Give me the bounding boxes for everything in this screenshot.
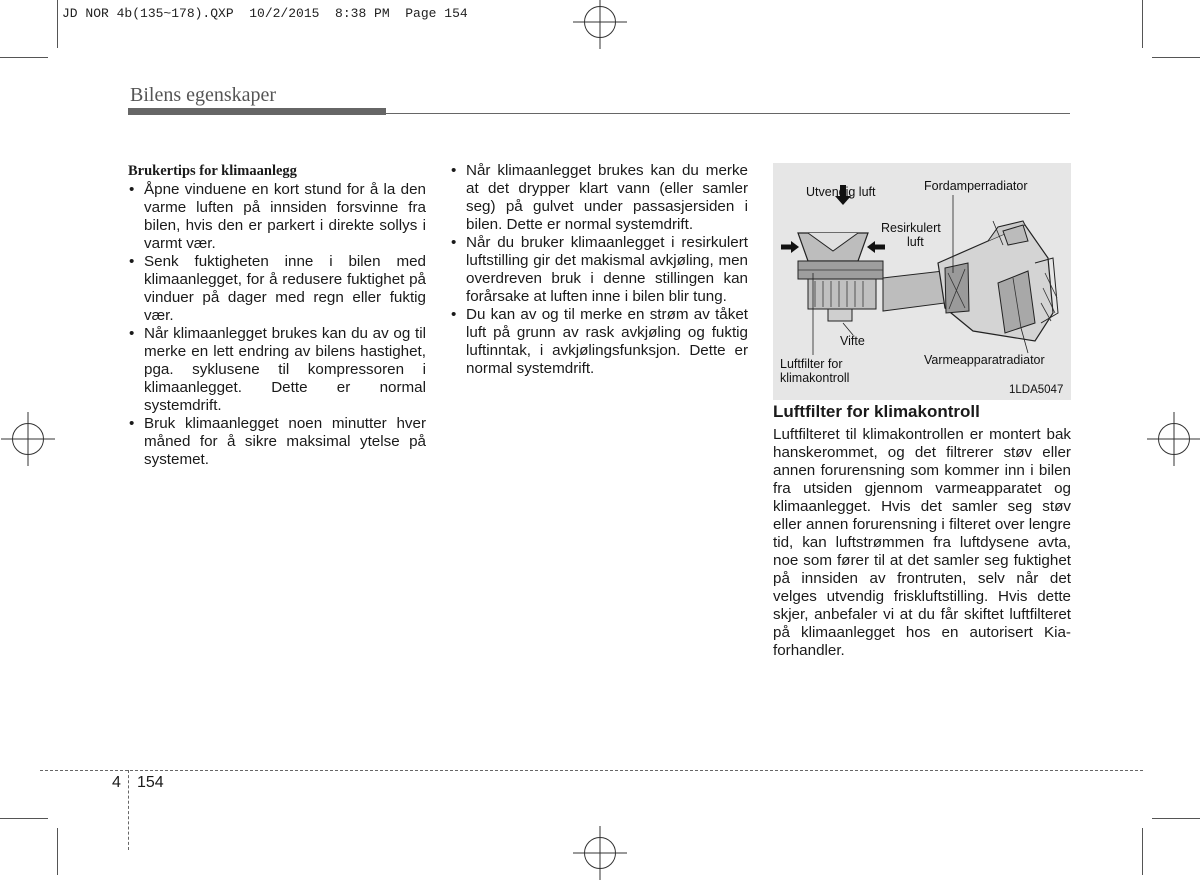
page-number: 154 (137, 774, 164, 791)
list-item: • Når klimaanlegget brukes kan du merke at det drypper klart vann (eller samler seg) på gulvet under passasjersiden i bilen. Dette er normal systemdrift. (450, 162, 748, 234)
column-middle (450, 162, 748, 378)
label-air-filter-line2: klimakontroll (780, 371, 850, 385)
registration-mark-icon (12, 423, 44, 455)
label-air-filter-line1: Luftfilter for (780, 357, 843, 371)
crop-mark (57, 0, 58, 48)
crop-mark (1142, 828, 1143, 875)
label-air-filter (780, 357, 849, 385)
label-evaporator: Fordamperradiator (924, 179, 1028, 193)
crop-mark (57, 828, 58, 875)
registration-mark-icon (1158, 423, 1190, 455)
registration-mark-icon (584, 6, 616, 38)
label-fan: Vifte (840, 334, 865, 348)
column-right (773, 402, 1071, 660)
crop-mark (0, 818, 48, 819)
filter-body-text: Luftfilteret til klimakontrollen er montert bak hanskerommet, og det filtrerer støv eller annen forurensning som kommer inn i bilen fra utsiden gjennom varmeapparatet og klimaanlegget. Hvis det samler seg støv eller annen forurensning i filteret over lengre tid, kan luftstrømmen fra luftdysene avta, noe som fører til at det samler seg fuktighet på innsiden av frontruten, selv når det velges utvendig friskluftstilling. Hvis dette skjer, anbefaler vi at du får skiftet luftfilteret på klimaanlegget hos en autorisert Kia-forhandler. (773, 426, 1071, 659)
crop-mark (0, 57, 48, 58)
crop-mark (1152, 818, 1200, 819)
crop-mark (1152, 57, 1200, 58)
figure-code: 1LDA5047 (1009, 384, 1064, 396)
label-outside-air: Utvendig luft (806, 185, 876, 199)
list-item: • Åpne vinduene en kort stund for å la den varme luften på innsiden forsvinne fra bilen, hvis den er parkert i direkte sollys i varmt vær. (128, 181, 426, 253)
label-heater-core: Varmeapparatradiator (924, 353, 1045, 367)
label-recirculated-line1: Resirkulert (881, 221, 941, 235)
list-item: • Når du bruker klimaanlegget i resirkulert luftstilling gir det makismal avkjøling, men overdreven bruk i denne stillingen kan forårsake at luften inne i bilen blir tung. (450, 234, 748, 306)
footer-divider (128, 770, 129, 850)
air-filter-diagram (773, 163, 1071, 400)
list-item: • Bruk klimaanlegget noen minutter hver måned for å sikre maksimal ytelse på systemet. (128, 415, 426, 469)
print-header: JD NOR 4b(135~178).QXP 10/2/2015 8:38 PM Page 154 (62, 6, 468, 21)
section-title: Bilens egenskaper (130, 84, 277, 106)
list-item: • Du kan av og til merke en strøm av tåket luft på grunn av rask avkjøling og fuktig luftinntak, i avkjølingsfunksjon. Dette er normal systemdrift. (450, 306, 748, 378)
title-rule (386, 113, 1070, 114)
list-item: • Senk fuktigheten inne i bilen med klimaanlegget, for å redusere fuktighet på vinduer på dager med regn eller fuktig vær. (128, 253, 426, 325)
registration-mark-icon (584, 837, 616, 869)
tips-list-continued (450, 162, 748, 378)
column-left (128, 162, 426, 469)
tips-heading: Brukertips for klimaanlegg (128, 163, 297, 179)
tips-list (128, 181, 426, 469)
label-recirculated-air (881, 221, 941, 249)
crop-mark (1142, 0, 1143, 48)
list-item: • Når klimaanlegget brukes kan du av og til merke en lett endring av bilens hastighet, pga. syklusene til kompressoren i klimaanlegget. Dette er normal systemdrift. (128, 325, 426, 415)
title-bar (128, 108, 386, 115)
chapter-number: 4 (112, 774, 121, 791)
footer-rule (40, 770, 1143, 771)
label-recirculated-line2: luft (907, 235, 924, 249)
filter-heading: Luftfilter for klimakontroll (773, 402, 980, 421)
